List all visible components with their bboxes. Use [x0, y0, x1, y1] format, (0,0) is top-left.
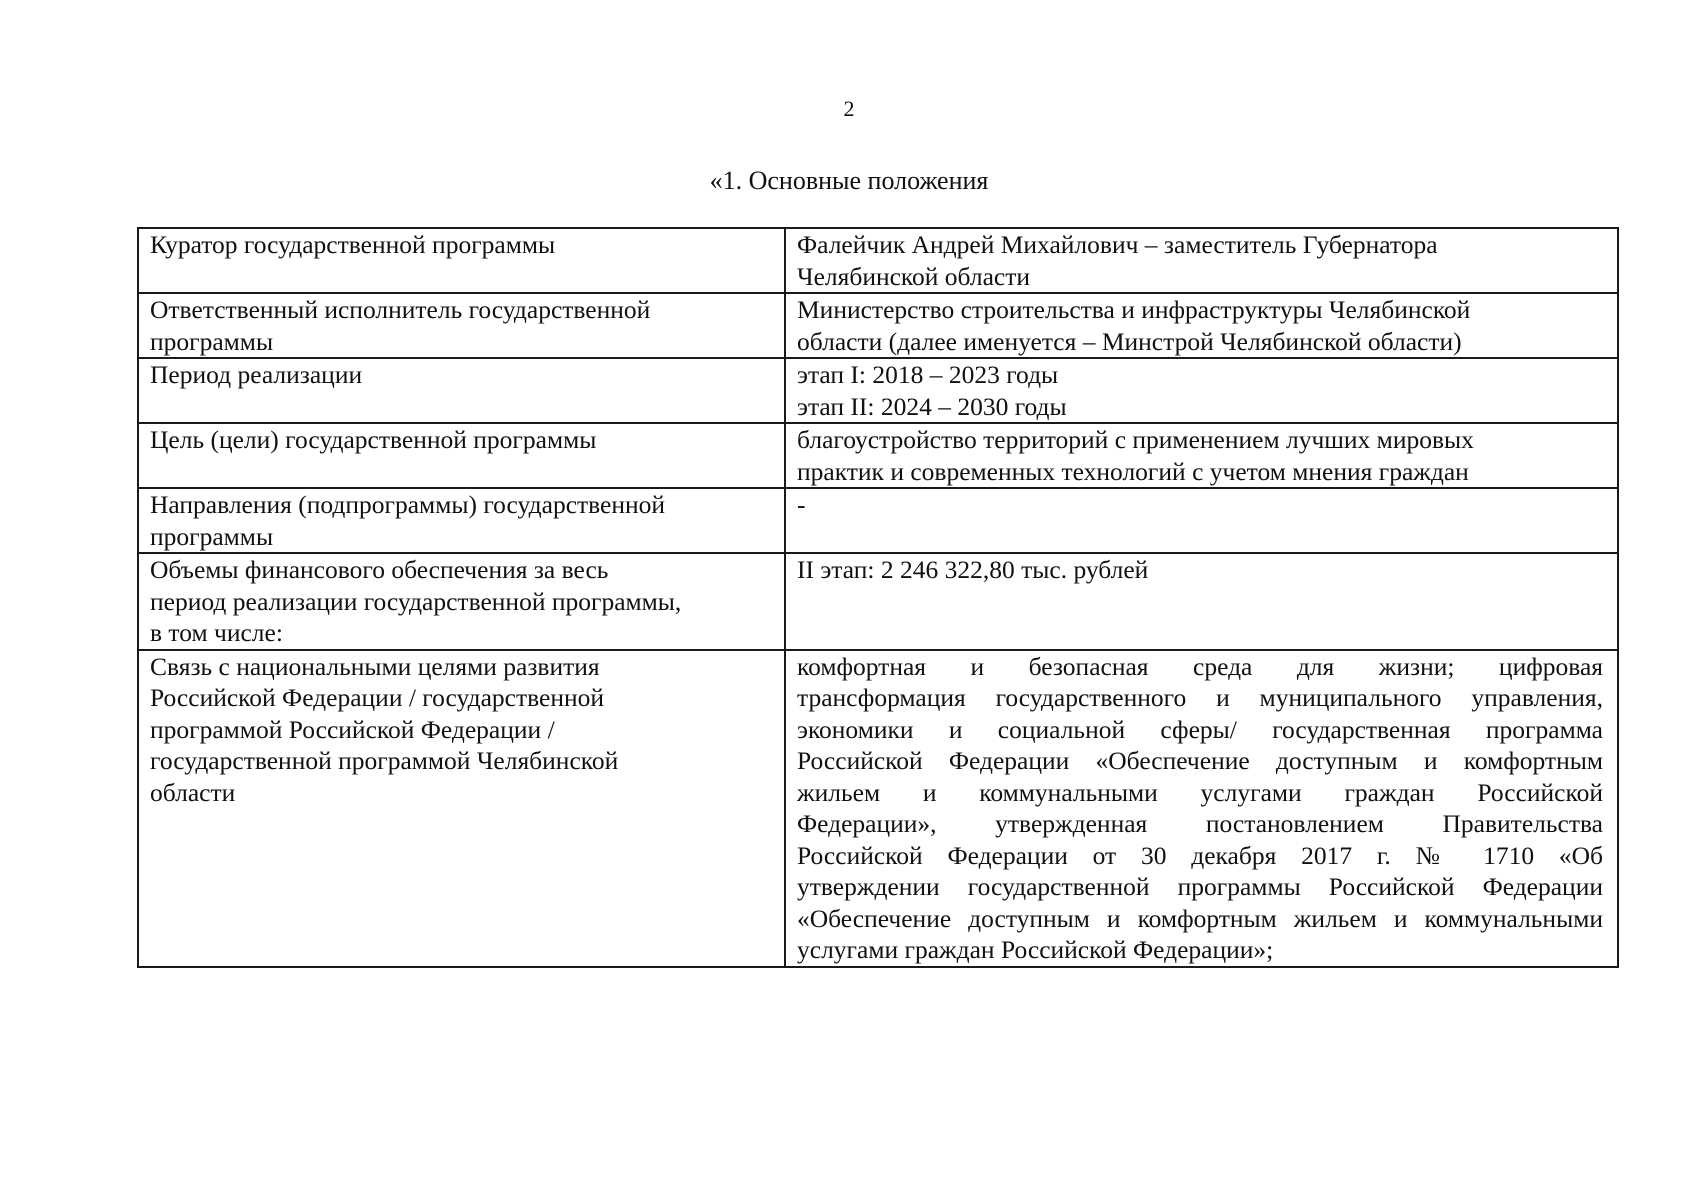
row-value-cell: [785, 293, 1618, 358]
program-info-table-body: [138, 228, 1618, 967]
row-value-line: Министерство строительства и инфраструктуры Челябинской: [797, 295, 1471, 324]
row-label-cell: [138, 228, 785, 293]
table-row: [138, 423, 1618, 488]
row-label-cell: [138, 293, 785, 358]
row-label-line: программы: [150, 326, 274, 356]
row-value-line: жильем и коммунальными услугами граждан Российской: [797, 777, 1603, 807]
table-row: [138, 650, 1618, 967]
row-value-line: Челябинской области: [797, 261, 1031, 291]
row-label-line: Цель (цели) государственной программы: [150, 425, 597, 454]
table-row: [138, 293, 1618, 358]
row-label-cell: [138, 553, 785, 650]
row-value-cell: [785, 423, 1618, 488]
row-value-line: «Обеспечение доступным и комфортным жильем и коммунальными: [797, 903, 1603, 933]
row-label-line: Ответственный исполнитель государственной: [150, 295, 651, 324]
row-value-cell: [785, 488, 1618, 553]
row-value-cell: [785, 553, 1618, 650]
row-value-line: II этап: 2 246 322,80 тыс. рублей: [797, 555, 1149, 584]
table-row: [138, 228, 1618, 293]
row-label-line: области: [150, 777, 236, 807]
section-title: «1. Основные положения: [709, 166, 989, 195]
row-label-line: Направления (подпрограммы) государственной: [150, 490, 666, 519]
row-label-line: программы: [150, 521, 274, 551]
row-label-line: Российской Федерации / государственной: [150, 683, 605, 712]
row-value-line: этап I: 2018 – 2023 годы: [797, 360, 1059, 389]
row-value-cell: [785, 650, 1618, 967]
row-value-line: практик и современных технологий с учетом мнения граждан: [797, 456, 1469, 486]
row-value-line: -: [797, 490, 806, 519]
row-label-line: Связь с национальными целями развития: [150, 651, 600, 681]
row-value-line: комфортная и безопасная среда для жизни; цифровая: [797, 651, 1603, 681]
row-value-line: услугами граждан Российской Федерации»;: [797, 935, 1274, 964]
row-label-line: период реализации государственной программы,: [150, 586, 682, 616]
row-label-cell: [138, 650, 785, 967]
row-value-line: Федерации», утвержденная постановлением Правительства: [797, 809, 1603, 838]
row-label-cell: [138, 358, 785, 423]
row-value-line: Российской Федерации от 30 декабря 2017 г. № 1710 «Об: [797, 840, 1603, 870]
page-number: 2: [843, 96, 855, 121]
table-row: [138, 358, 1618, 423]
row-label-line: в том числе:: [150, 618, 283, 647]
table-row: [138, 553, 1618, 650]
row-value-line: утверждении государственной программы Российской Федерации: [797, 872, 1603, 901]
row-label-line: Объемы финансового обеспечения за весь: [150, 555, 609, 584]
row-value-line: трансформация государственного и муниципального управления,: [797, 683, 1603, 712]
row-value-line: Фалейчик Андрей Михайлович – заместитель Губернатора: [797, 230, 1438, 259]
row-label-line: программой Российской Федерации /: [150, 714, 555, 744]
row-value-cell: [785, 228, 1618, 293]
row-label-cell: [138, 488, 785, 553]
row-label-line: государственной программой Челябинской: [150, 746, 619, 775]
table-row: [138, 488, 1618, 553]
row-value-line: Российской Федерации «Обеспечение доступным и комфортным: [797, 746, 1603, 775]
row-value-line: экономики и социальной сферы/ государственная программа: [797, 714, 1603, 744]
program-info-table: [137, 227, 1619, 968]
row-label-line: Куратор государственной программы: [150, 230, 556, 259]
row-label-line: Период реализации: [150, 360, 363, 389]
row-value-cell: [785, 358, 1618, 423]
row-value-line: благоустройство территорий с применением лучших мировых: [797, 425, 1474, 454]
row-value-line: этап II: 2024 – 2030 годы: [797, 391, 1067, 421]
row-value-line: области (далее именуется – Минстрой Челябинской области): [797, 326, 1462, 356]
row-label-cell: [138, 423, 785, 488]
